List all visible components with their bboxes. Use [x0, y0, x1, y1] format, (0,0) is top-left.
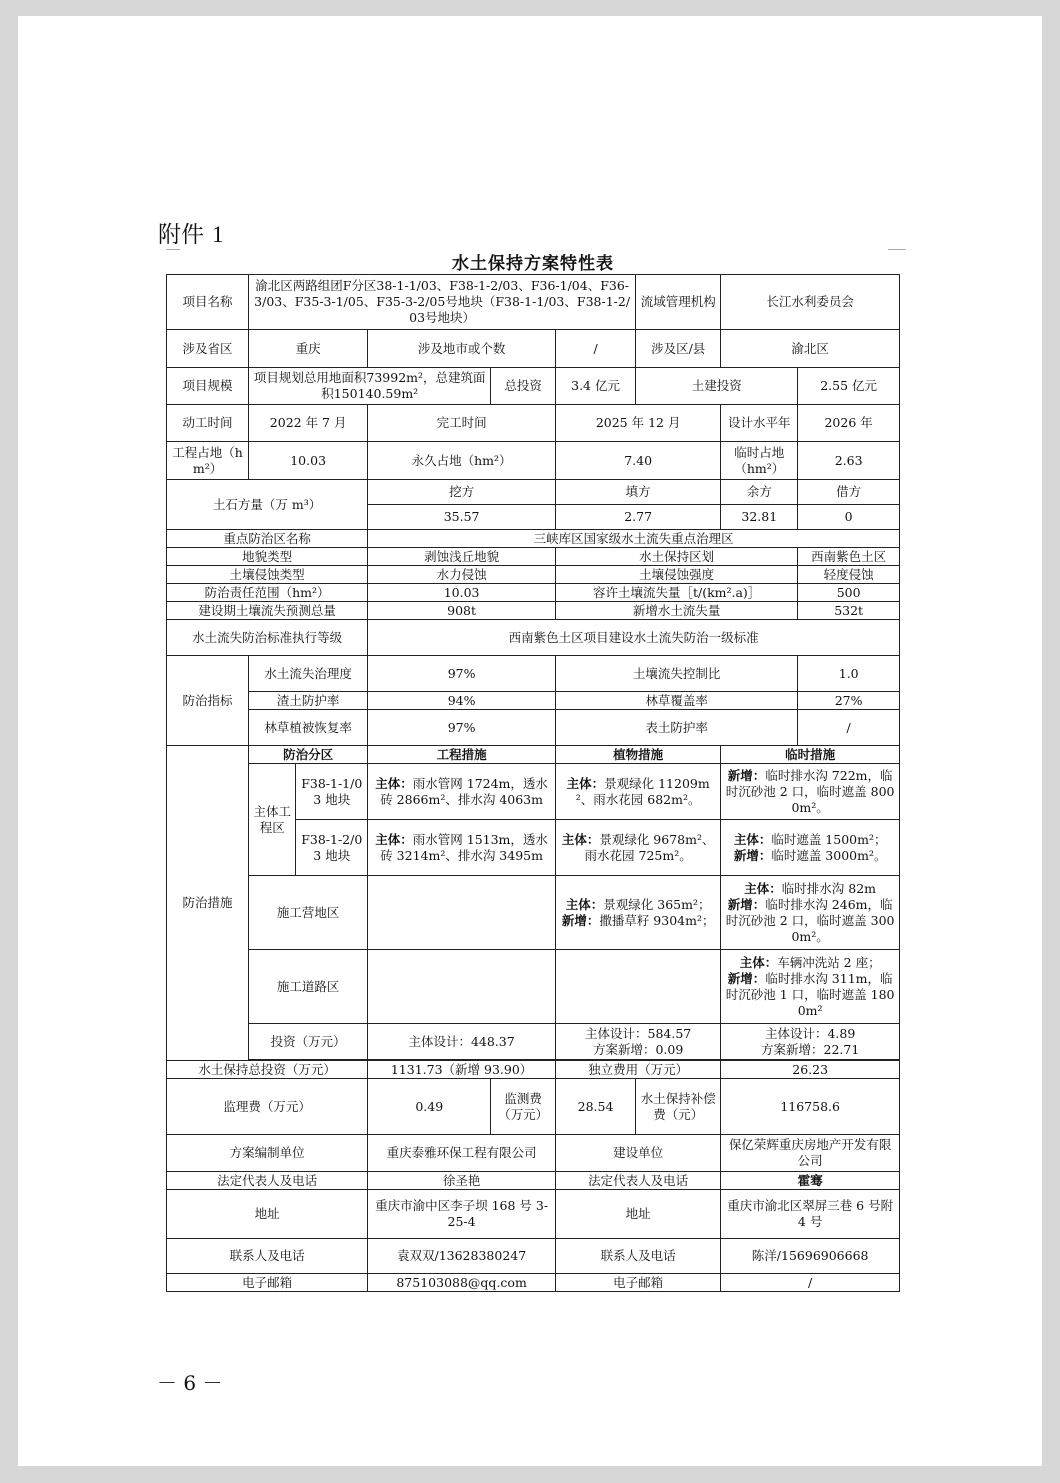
row-loss — [167, 602, 900, 620]
row-erosion — [167, 566, 900, 584]
row-legal — [167, 1172, 900, 1190]
new-loss-value: 532t — [798, 602, 900, 620]
email-label-builder: 电子邮箱 — [556, 1274, 721, 1292]
legal-value-builder: 霍骞 — [721, 1172, 900, 1190]
page-number: － 6 － — [157, 1371, 223, 1395]
cities-value: / — [556, 330, 636, 368]
resp-value: 10.03 — [368, 584, 556, 602]
measure-text: 雨水管网 1513m，透水砖 3214m²、排水沟 3495m — [380, 831, 548, 863]
table-title: 水土保持方案特性表 — [452, 254, 614, 274]
district-value: 渝北区 — [721, 330, 900, 368]
perm-land-label: 永久占地（hm²） — [368, 442, 556, 480]
annex-label-text: 附件 — [158, 222, 204, 247]
measures-header-plant: 植物措施 — [556, 746, 721, 764]
address-label: 地址 — [167, 1190, 368, 1239]
builder-value: 保亿荣辉重庆房地产开发有限公司 — [721, 1135, 900, 1172]
temporary-invest-new: 方案新增：22.71 — [761, 1041, 860, 1057]
measure-key: 主体： — [561, 831, 600, 847]
camp-plant-measures — [556, 876, 721, 950]
plant-measures — [556, 764, 721, 820]
supervision-fee-label: 监理费（万元） — [167, 1079, 368, 1135]
monitoring-fee-label: 监测费（万元） — [491, 1079, 556, 1135]
measure-text: 临时遮盖 1500m²； — [771, 831, 887, 847]
measure-key: 主体： — [739, 954, 778, 970]
row-time — [167, 405, 900, 442]
civil-invest-label: 土建投资 — [636, 368, 798, 405]
row-earth-headers — [167, 480, 900, 505]
plant-invest-new: 方案新增：0.09 — [592, 1041, 684, 1057]
standard-label: 水土流失防治标准执行等级 — [167, 620, 368, 656]
indicator-value: 94% — [368, 692, 556, 710]
indicator-label: 渣土防护率 — [249, 692, 368, 710]
plant-measures — [556, 820, 721, 876]
measure-key: 新增： — [727, 767, 766, 783]
erosion-label: 土壤侵蚀类型 — [167, 566, 368, 584]
row-contact — [167, 1239, 900, 1274]
measures-header-temporary: 临时措施 — [721, 746, 900, 764]
temp-land-label: 临时占地（hm²） — [721, 442, 798, 480]
scale-label: 项目规模 — [167, 368, 249, 405]
measure-key: 主体： — [375, 775, 413, 791]
row-indicator — [167, 710, 900, 746]
basin-value: 长江水利委员会 — [721, 275, 900, 330]
contact-label-builder: 联系人及电话 — [556, 1239, 721, 1274]
row-province — [167, 330, 900, 368]
province-value: 重庆 — [249, 330, 368, 368]
measure-text: 临时排水沟 311m，临时沉砂池 1 口，临时遮盖 1800m² — [725, 970, 895, 1018]
start-time-value: 2022 年 7 月 — [249, 405, 368, 442]
row-measures-header — [167, 746, 900, 764]
legal-label: 法定代表人及电话 — [167, 1172, 368, 1190]
invest-value: 3.4 亿元 — [556, 368, 636, 405]
indicators-label: 防治指标 — [167, 656, 249, 746]
row-project-name — [167, 275, 900, 330]
region-label: 水土保持区划 — [556, 548, 798, 566]
measure-key: 新增： — [561, 912, 600, 928]
indicator-value: 97% — [368, 710, 556, 746]
main-zone-label: 主体工程区 — [249, 764, 296, 876]
province-label: 涉及省区 — [167, 330, 249, 368]
region-value: 西南紫色土区 — [798, 548, 900, 566]
measure-key: 新增： — [727, 970, 766, 986]
row-road — [167, 950, 900, 1024]
measure-text: 雨水管网 1724m，透水砖 2866m²、排水沟 4063m — [380, 775, 548, 807]
row-totals — [167, 1061, 900, 1079]
end-time-value: 2025 年 12 月 — [556, 405, 721, 442]
indicator-value: 27% — [798, 692, 900, 710]
loss-label: 建设期土壤流失预测总量 — [167, 602, 368, 620]
road-zone-label: 施工道路区 — [249, 950, 368, 1024]
new-loss-label: 新增水土流失量 — [556, 602, 798, 620]
landform-value: 剥蚀浅丘地貌 — [368, 548, 556, 566]
row-indicator — [167, 692, 900, 710]
earth-value: 32.81 — [721, 505, 798, 530]
erosion-intensity-label: 土壤侵蚀强度 — [556, 566, 798, 584]
row-measures-block — [167, 764, 900, 820]
annex-label — [158, 216, 224, 249]
measure-text: 景观绿化 9678m²、雨水花园 725m²。 — [584, 831, 715, 863]
compensation-fee-label: 水土保持补偿费（元） — [636, 1079, 721, 1135]
road-engineering-empty — [368, 950, 556, 1024]
temporary-invest — [721, 1024, 900, 1060]
earth-value: 0 — [798, 505, 900, 530]
measures-header-engineering: 工程措施 — [368, 746, 556, 764]
legal-label-builder: 法定代表人及电话 — [556, 1172, 721, 1190]
row-responsibility — [167, 584, 900, 602]
temporary-measures — [721, 820, 900, 876]
cities-label: 涉及地市或个数 — [368, 330, 556, 368]
indicator-value: 1.0 — [798, 656, 900, 692]
civil-invest-value: 2.55 亿元 — [798, 368, 900, 405]
row-fees — [167, 1079, 900, 1135]
independent-fee-label: 独立费用（万元） — [556, 1061, 721, 1079]
allow-loss-value: 500 — [798, 584, 900, 602]
compiler-value: 重庆泰雅环保工程有限公司 — [368, 1135, 556, 1172]
earth-label: 土石方量（万 m³） — [167, 480, 368, 530]
earth-header: 挖方 — [368, 480, 556, 505]
resp-label: 防治责任范围（hm²） — [167, 584, 368, 602]
annex-number: 1 — [212, 222, 224, 247]
total-invest-label: 水土保持总投资（万元） — [167, 1061, 368, 1079]
row-landform — [167, 548, 900, 566]
temporary-measures — [721, 764, 900, 820]
allow-loss-label: 容许土壤流失量［t/(km².a)］ — [556, 584, 798, 602]
email-value-builder: / — [721, 1274, 900, 1292]
measure-text: 车辆冲洗站 2 座； — [777, 954, 881, 970]
measures-invest-label: 投资（万元） — [249, 1024, 368, 1060]
earth-header: 填方 — [556, 480, 721, 505]
basin-label: 流域管理机构 — [636, 275, 721, 330]
indicator-value: 97% — [368, 656, 556, 692]
row-email — [167, 1274, 900, 1292]
key-zone-value: 三峡库区国家级水土流失重点治理区 — [368, 530, 900, 548]
landform-label: 地貌类型 — [167, 548, 368, 566]
measure-text: 撒播草籽 9304m²； — [599, 912, 715, 928]
engineering-measures — [368, 820, 556, 876]
indicator-label: 土壤流失控制比 — [556, 656, 798, 692]
scale-value: 项目规划总用地面积73992m²，总建筑面积150140.59m² — [249, 368, 491, 405]
engineering-invest: 主体设计：448.37 — [368, 1024, 556, 1060]
temp-land-value: 2.63 — [798, 442, 900, 480]
road-plant-empty — [556, 950, 721, 1024]
key-zone-label: 重点防治区名称 — [167, 530, 368, 548]
measure-key: 主体： — [565, 896, 604, 912]
erosion-value: 水力侵蚀 — [368, 566, 556, 584]
indicator-value: / — [798, 710, 900, 746]
measure-text: 景观绿化 365m²； — [603, 896, 711, 912]
row-standard — [167, 620, 900, 656]
row-measures-invest — [167, 1024, 900, 1060]
contact-label: 联系人及电话 — [167, 1239, 368, 1274]
supervision-fee-value: 0.49 — [368, 1079, 491, 1135]
address-label-builder: 地址 — [556, 1190, 721, 1239]
block-name: F38-1-1/03 地块 — [296, 764, 368, 820]
independent-fee-value: 26.23 — [721, 1061, 900, 1079]
indicator-label: 林草植被恢复率 — [249, 710, 368, 746]
plant-invest — [556, 1024, 721, 1060]
engineering-measures — [368, 764, 556, 820]
measure-text: 临时排水沟 722m，临时沉砂池 2 口，临时遮盖 8000m²。 — [725, 767, 895, 815]
measure-key: 新增： — [733, 847, 772, 863]
camp-temporary-measures — [721, 876, 900, 950]
earth-value: 35.57 — [368, 505, 556, 530]
indicator-label: 表土防护率 — [556, 710, 798, 746]
invest-label: 总投资 — [491, 368, 556, 405]
measure-text: 临时遮盖 3000m²。 — [771, 847, 887, 863]
measure-key: 主体： — [744, 880, 782, 896]
row-units — [167, 1135, 900, 1172]
indicator-label: 水土流失治理度 — [249, 656, 368, 692]
measures-label: 防治措施 — [167, 746, 249, 1061]
monitoring-fee-value: 28.54 — [556, 1079, 636, 1135]
legal-value: 徐圣艳 — [368, 1172, 556, 1190]
loss-value: 908t — [368, 602, 556, 620]
project-name-value: 渝北区两路组团F分区38-1-1/03、F38-1-2/03、F36-1/04、F36-3/03、F35-3-1/05、F35-3-2/05号地块（F38-1-1/03、F38-1-2/03号地块） — [249, 275, 636, 330]
earth-header: 余方 — [721, 480, 798, 505]
earth-value: 2.77 — [556, 505, 721, 530]
earth-header: 借方 — [798, 480, 900, 505]
email-value: 875103088@qq.com — [368, 1274, 556, 1292]
measure-text: 临时排水沟 246m，临时沉砂池 2 口，临时遮盖 3000m²。 — [725, 896, 895, 944]
row-address — [167, 1190, 900, 1239]
row-camp — [167, 876, 900, 950]
builder-label: 建设单位 — [556, 1135, 721, 1172]
land-label: 工程占地（hm²） — [167, 442, 249, 480]
contact-value-builder: 陈洋/15696906668 — [721, 1239, 900, 1274]
project-name-label: 项目名称 — [167, 275, 249, 330]
measure-key: 主体： — [375, 831, 413, 847]
address-value-builder: 重庆市渝北区翠屏三巷 6 号附 4 号 — [721, 1190, 900, 1239]
row-indicator — [167, 656, 900, 692]
standard-value: 西南紫色土区项目建设水土流失防治一级标准 — [368, 620, 900, 656]
erosion-intensity-value: 轻度侵蚀 — [798, 566, 900, 584]
row-scale — [167, 368, 900, 405]
compiler-label: 方案编制单位 — [167, 1135, 368, 1172]
perm-land-value: 7.40 — [556, 442, 721, 480]
measure-key: 主体： — [733, 831, 772, 847]
address-value: 重庆市渝中区李子坝 168 号 3-25-4 — [368, 1190, 556, 1239]
row-land — [167, 442, 900, 480]
design-year-label: 设计水平年 — [721, 405, 798, 442]
email-label: 电子邮箱 — [167, 1274, 368, 1292]
plant-invest-main: 主体设计：584.57 — [585, 1025, 692, 1041]
camp-zone-label: 施工营地区 — [249, 876, 368, 950]
district-label: 涉及区/县 — [636, 330, 721, 368]
land-value: 10.03 — [249, 442, 368, 480]
compensation-fee-value: 116758.6 — [721, 1079, 900, 1135]
measure-text: 临时排水沟 82m — [781, 880, 877, 896]
road-temporary-measures — [721, 950, 900, 1024]
measure-key: 主体： — [566, 775, 605, 791]
end-time-label: 完工时间 — [368, 405, 556, 442]
camp-engineering-empty — [368, 876, 556, 950]
row-key-zone — [167, 530, 900, 548]
contact-value: 袁双双/13628380247 — [368, 1239, 556, 1274]
block-name: F38-1-2/03 地块 — [296, 820, 368, 876]
temporary-invest-main: 主体设计：4.89 — [764, 1025, 856, 1041]
measure-text: 景观绿化 11209m²、雨水花园 682m²。 — [575, 775, 710, 807]
total-invest-value: 1131.73（新增 93.90） — [368, 1061, 556, 1079]
measures-header-zone: 防治分区 — [249, 746, 368, 764]
measure-key: 新增： — [727, 896, 766, 912]
indicator-label: 林草覆盖率 — [556, 692, 798, 710]
start-time-label: 动工时间 — [167, 405, 249, 442]
design-year-value: 2026 年 — [798, 405, 900, 442]
characteristics-table — [166, 274, 900, 1292]
